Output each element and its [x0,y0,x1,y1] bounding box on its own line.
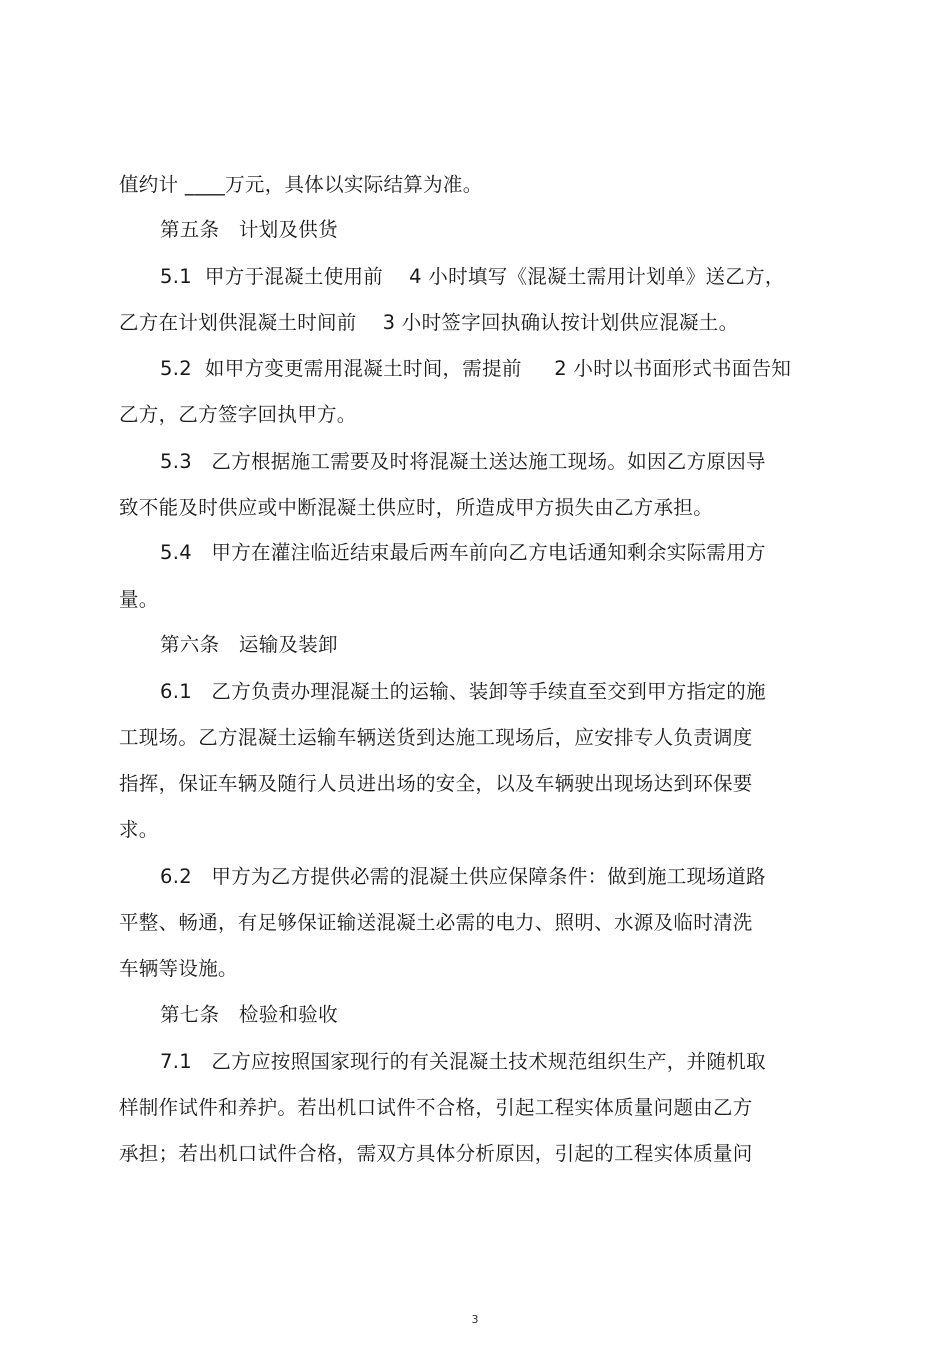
text-line: 量。 [119,588,159,611]
text-line: 车辆等设施。 [119,957,238,980]
text-line: 指挥，保证车辆及随行人员进出场的安全，以及车辆驶出现场达到环保要 [119,772,753,795]
section-heading: 第六条 运输及装卸 [160,633,338,656]
page-number: 3 [471,1313,479,1326]
text-line: 求。 [119,818,159,841]
text-line: 乙方在计划供混凝土时间前 3 小时签字回执确认按计划供应混凝土。 [119,311,739,334]
text-line: 5.4 甲方在灌注临近结束最后两车前向乙方电话通知剩余实际需用方 [160,541,766,564]
text-line: 乙方，乙方签字回执甲方。 [119,403,357,426]
text-line: 工现场。乙方混凝土运输车辆送货到达施工现场后，应安排专人负责调度 [119,726,753,749]
text-line: 5.1 甲方于混凝土使用前 4 小时填写《混凝土需用计划单》送乙方， [160,265,785,288]
text-line: 5.2 如甲方变更需用混凝土时间，需提前 2 小时以书面形式书面告知 [160,357,792,380]
text-line: 样制作试件和养护。若出机口试件不合格，引起工程实体质量问题由乙方 [119,1096,753,1119]
text-line: 值约计 ____万元，具体以实际结算为准。 [119,173,483,196]
text-line: 6.2 甲方为乙方提供必需的混凝土供应保障条件：做到施工现场道路 [160,865,766,888]
text-line: 5.3 乙方根据施工需要及时将混凝土送达施工现场。如因乙方原因导 [160,450,766,473]
text-line: 平整、畅通，有足够保证输送混凝土必需的电力、照明、水源及临时清洗 [119,911,753,934]
text-line: 6.1 乙方负责办理混凝土的运输、装卸等手续直至交到甲方指定的施 [160,680,766,703]
section-heading: 第七条 检验和验收 [160,1003,338,1026]
text-line: 7.1 乙方应按照国家现行的有关混凝土技术规范组织生产，并随机取 [160,1050,766,1073]
section-heading: 第五条 计划及供货 [160,218,338,241]
text-line: 承担；若出机口试件合格，需双方具体分析原因，引起的工程实体质量问 [119,1142,753,1165]
text-line: 致不能及时供应或中断混凝土供应时，所造成甲方损失由乙方承担。 [119,496,714,519]
